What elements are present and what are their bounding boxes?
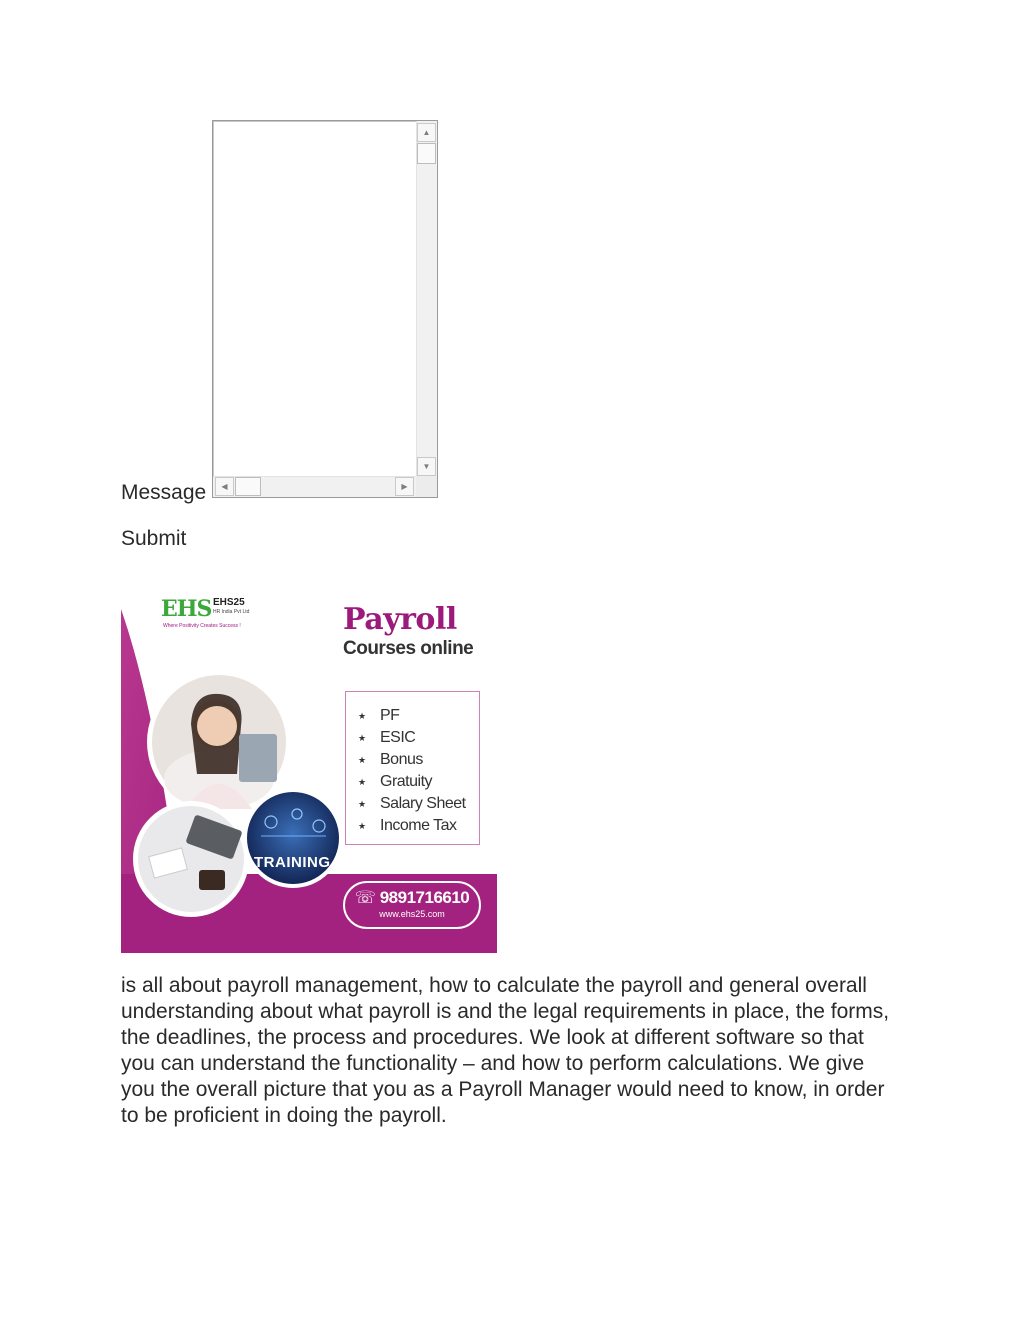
- vertical-scrollbar[interactable]: [416, 121, 437, 477]
- scroll-right-icon[interactable]: ▶: [395, 477, 414, 496]
- star-icon: ★: [358, 732, 366, 743]
- scroll-up-icon[interactable]: ▲: [417, 123, 436, 142]
- vertical-scroll-thumb[interactable]: [417, 143, 436, 164]
- submit-button[interactable]: Submit: [121, 527, 187, 550]
- scrollbar-corner: [416, 476, 437, 497]
- course-list: [345, 691, 480, 845]
- scroll-down-icon[interactable]: ▼: [417, 457, 436, 476]
- training-label: TRAINING: [254, 854, 331, 871]
- horizontal-scroll-thumb[interactable]: [235, 477, 261, 496]
- banner-title: Payroll: [343, 602, 457, 637]
- course-item: ★ PF: [358, 707, 400, 724]
- course-description: is all about payroll management, how to calculate the payroll and general overall understanding about what payroll is and the legal requirements in place, the forms, the deadlines, the process and procedures. We look at different software so that you can understand the functionality – and how to perform calculations. We give you the overall picture that you as a Payroll Manager would need to know, in order to be proficient in doing the payroll.: [121, 974, 890, 1127]
- star-icon: ★: [358, 710, 366, 721]
- horizontal-scrollbar[interactable]: [213, 476, 418, 497]
- star-icon: ★: [358, 776, 366, 787]
- payroll-course-banner: [121, 574, 497, 953]
- ehs-logo-subtitle: HR India Pvt Ltd: [213, 609, 250, 615]
- ehs-logo-name: EHS25: [213, 597, 245, 608]
- star-icon: ★: [358, 798, 366, 809]
- message-textarea[interactable]: [212, 120, 438, 498]
- star-icon: ★: [358, 754, 366, 765]
- banner-subtitle: Courses online: [343, 638, 474, 659]
- ehs-logo-tagline: Where Positivity Creates Success !: [163, 623, 241, 629]
- course-item: ★ Gratuity: [358, 773, 433, 790]
- course-item: ★ Bonus: [358, 751, 423, 768]
- phone-number: 9891716610: [379, 888, 470, 907]
- course-item: ★ Salary Sheet: [358, 795, 466, 812]
- ehs-logo-mark: EHS: [161, 596, 212, 622]
- phone-icon: ☏: [354, 888, 380, 907]
- ehs25-logo: [161, 596, 271, 636]
- course-item: ★ Income Tax: [358, 817, 457, 834]
- course-item: ★ ESIC: [358, 729, 416, 746]
- scroll-left-icon[interactable]: ◀: [215, 477, 234, 496]
- star-icon: ★: [358, 820, 366, 831]
- contact-pill: [343, 881, 481, 929]
- message-label: Message: [121, 481, 207, 504]
- website-url: www.ehs25.com: [379, 909, 445, 919]
